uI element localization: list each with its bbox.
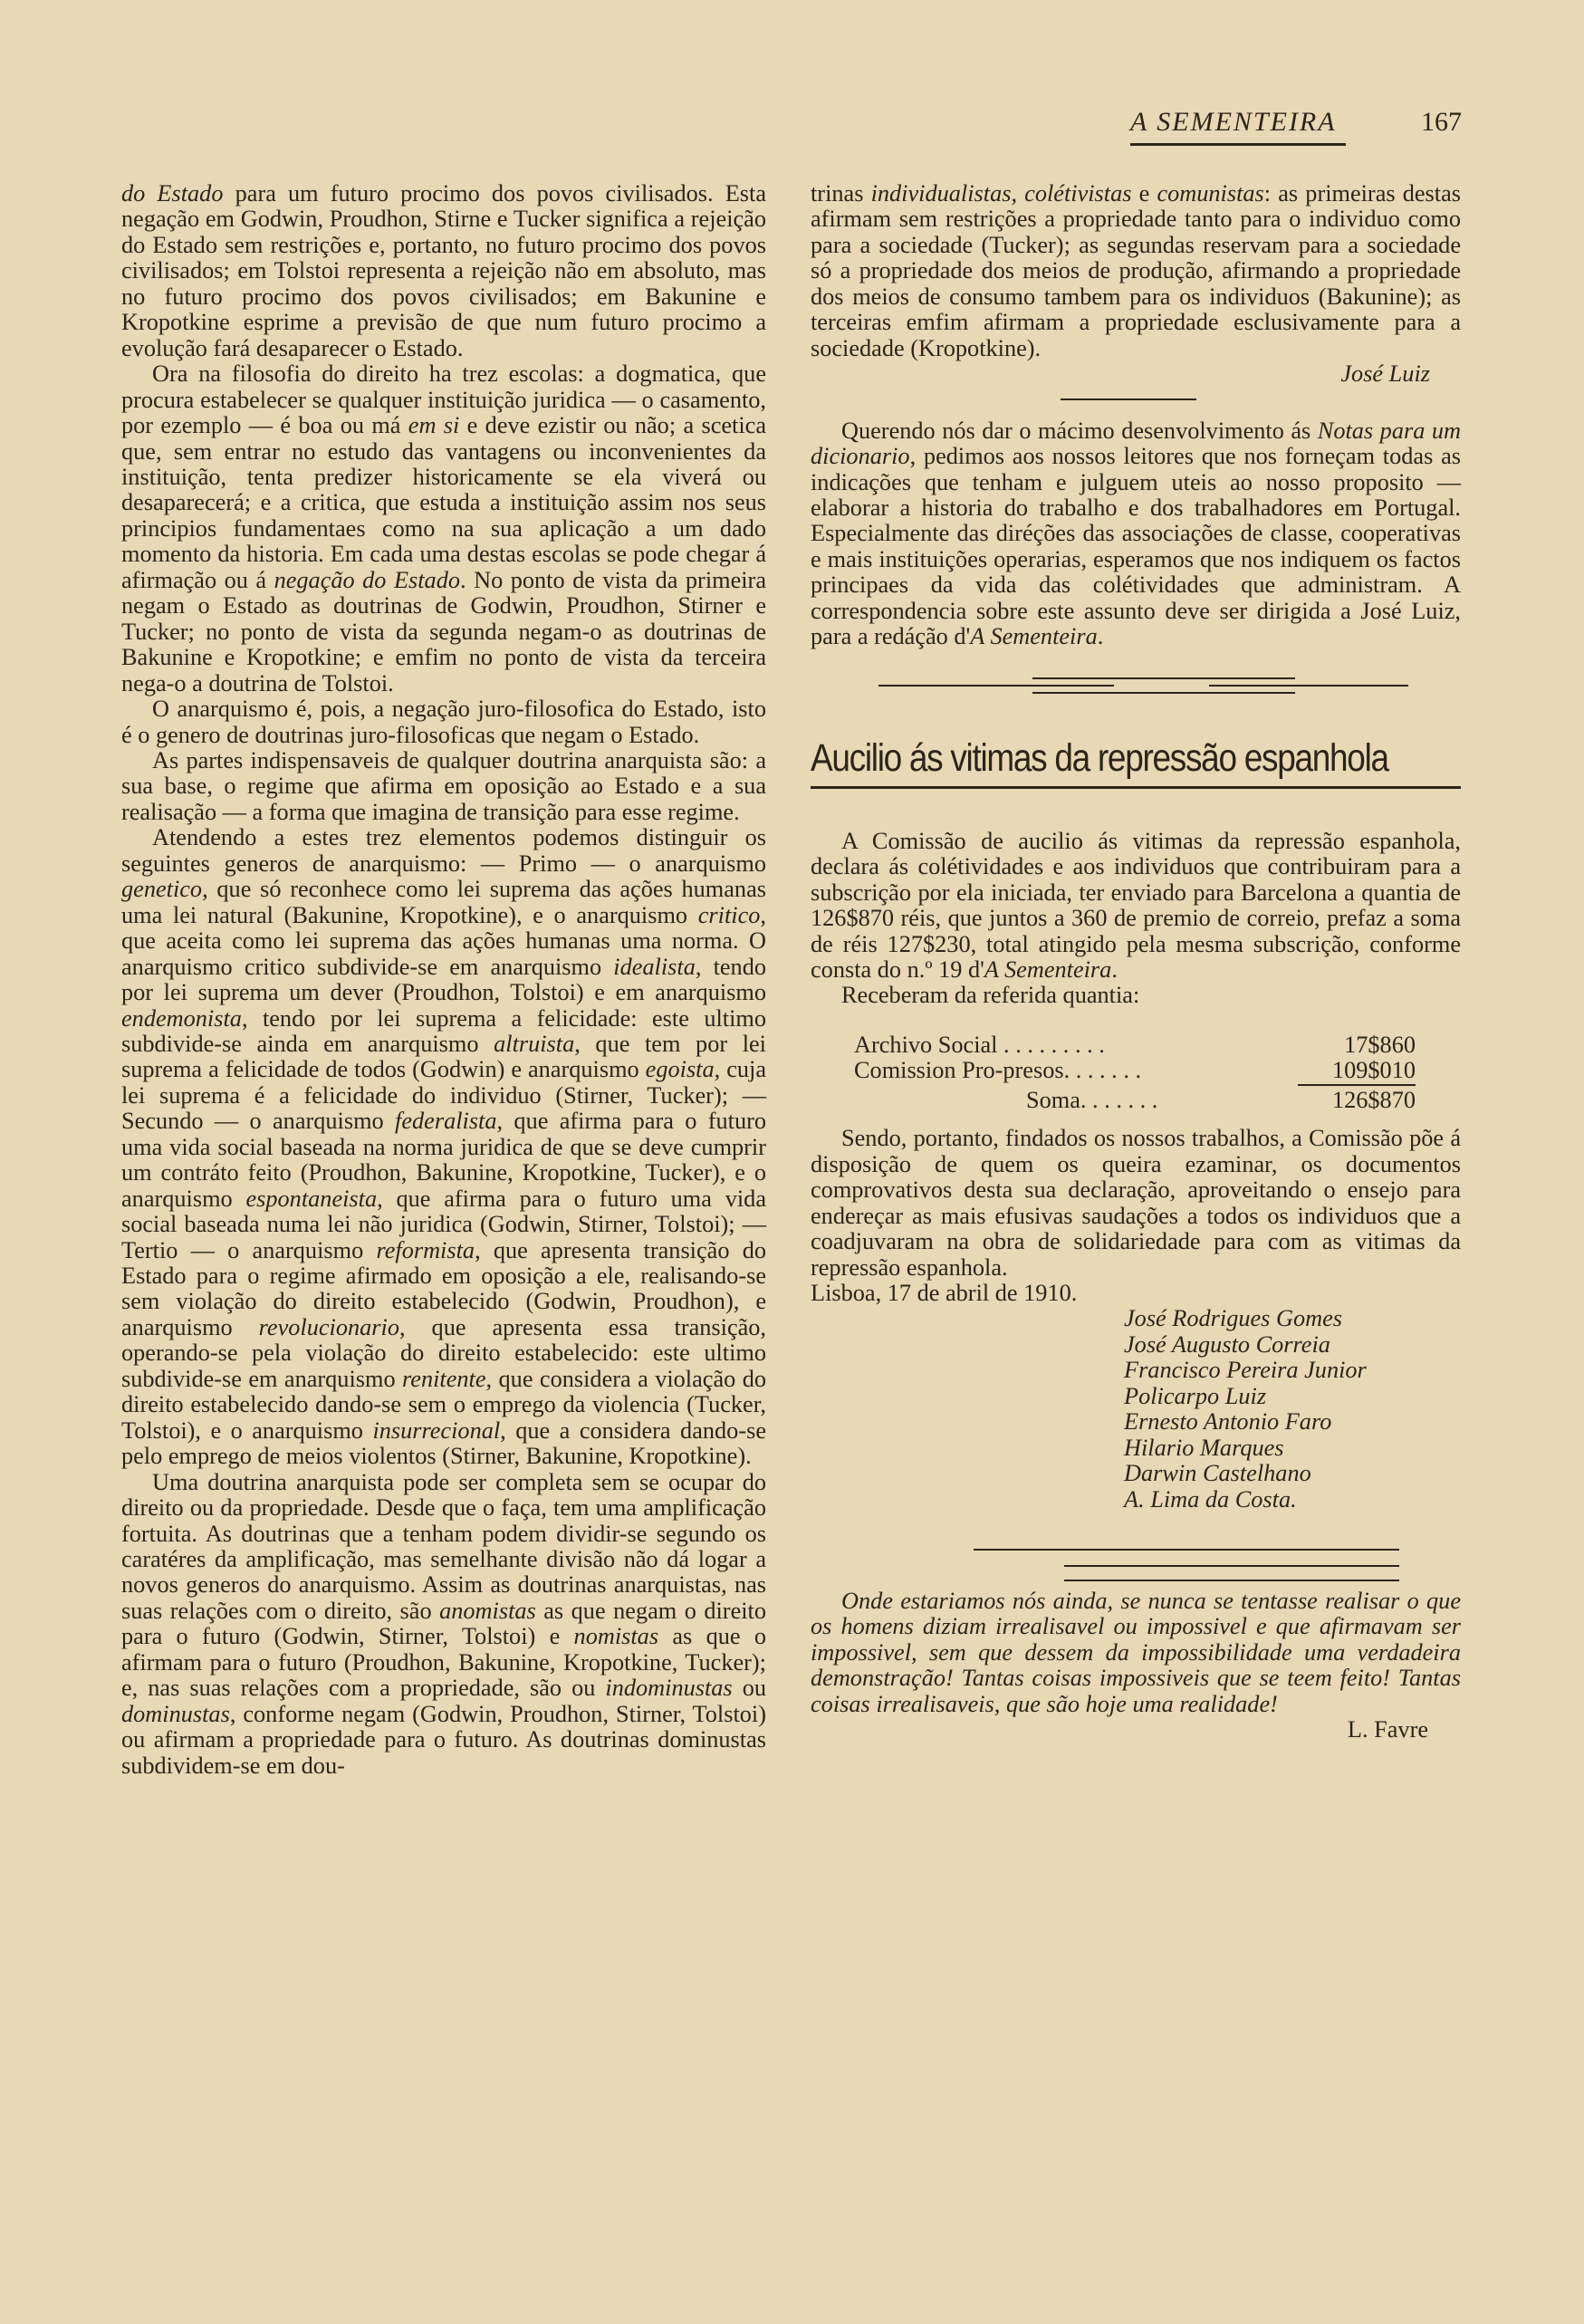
essay-paragraph: do Estado para um futuro procimo dos povos civilisados. Esta negação em Godwin, Proudhon, Stirne e Tucker significa a rejeição do Estado sem restrições e, portanto, no futuro procimo dos povos civilisados; em Tolstoi representa a rejeição não em absoluto, mas no futuro procimo dos povos civilisados; em Bakunine e Kropotkine esprime a previsão de que num futuro procimo a evolução fará desaparecer o Estado.	[121, 180, 766, 361]
account-label: Archivo Social . . . . . . . . .	[854, 1031, 1105, 1058]
signatory-name: Ernesto Antonio Faro	[1124, 1408, 1332, 1436]
ornamental-divider	[811, 677, 1461, 701]
running-header	[978, 107, 1485, 145]
accounts-table	[854, 1032, 1416, 1113]
account-row	[854, 1032, 1416, 1058]
essay-paragraph: Atendendo a estes trez elementos podemos distinguir os seguintes generos de anarquismo: — Primo — o anarquismo genetico, que só reconhece como lei suprema das ações humanas uma lei natural (Bakunine, Kropotkine), e o anarquismo critico, que aceita como lei suprema das ações humanas uma norma. O anarquismo critico subdivide-se em anarquismo idealista, tendo por lei suprema um dever (Proudhon, Tolstoi) e em anarquismo endemonista, tendo por lei suprema a felicidade: este ultimo subdivide-se ainda em anarquismo altruista, que tem por lei suprema a felicidade de todos (Godwin) e anarquismo egoista, cuja lei suprema é a felicidade do individuo (Stirner, Tucker); — Secundo — o anarquismo federalista, que afirma para o futuro uma vida social baseada na norma juridica de que se deve cumprir um contráto feito (Proudhon, Bakunine, Kropotkine, Tucker), e o anarquismo espontaneista, que afirma para o futuro uma vida social baseada numa lei não juridica (Godwin, Stirner, Tolstoi); — Tertio — o anarquismo reformista, que apresenta transição do Estado para o regime afirmado em oposição a ele, realisando-se sem violação do direito estabelecido (Godwin, Proudhon), e anarquismo revolucionario, que apresenta essa transição, operando-se pela violação do direito estabelecido: este ultimo subdivide-se em anarquismo renitente, que considera a violação do direito estabelecido dando-se sem o emprego da violencia (Tucker, Tolstoi), e o anarquismo insurrecional, que a considera dando-se pelo emprego de meios violentos (Stirner, Bakunine, Kropotkine).	[121, 824, 767, 1470]
account-total-row	[854, 1088, 1416, 1113]
account-amount: 109$010	[1298, 1058, 1416, 1085]
left-column	[121, 181, 766, 1779]
article-headline: Aucilio ás vitimas da repressão espanhola	[811, 735, 1388, 780]
signatories-list	[1124, 1306, 1461, 1513]
account-label: Comission Pro-presos. . . . . . .	[854, 1057, 1142, 1084]
signatory-name: José Rodrigues Gomes	[1124, 1305, 1343, 1332]
running-title: A SEMENTEIRA	[1130, 107, 1337, 137]
section-divider	[1061, 399, 1196, 400]
article-intro: A Comissão de aucilio ás vitimas da repressão espanhola, declara ás colétividades e aos individuos que contribuiram para a subscrição por ela iniciada, ter enviado para Barcelona a quantia de 126$870 réis, que juntos a 360 de premio de correio, prefaz a soma de réis 127$230, total atingido pela mesma subscrição, conforme consta do n.º 19 d'A Sementeira.	[811, 827, 1461, 983]
signatory-name: José Augusto Correia	[1124, 1330, 1330, 1358]
page-number: 167	[1421, 107, 1462, 137]
account-row	[854, 1058, 1416, 1085]
signatory-name: Policarpo Luiz	[1124, 1382, 1267, 1409]
essay-paragraph: Uma doutrina anarquista pode ser completa sem se ocupar do direito ou da propriedade. Desde que o faça, tem uma amplificação fortuita. As doutrinas que a tenham podem dividir-se segundo os caratéres da amplificação, mas semelhante divisão não dá logar a novos generos do anarquismo. Assim as doutrinas anarquistas, nas suas relações com o direito, são anomistas as que negam o direito para o futuro (Godwin, Stirner, Tolstoi) e nomistas as que o afirmam para o futuro (Proudhon, Bakunine, Kropotkine, Tucker); e, nas suas relações com a propriedade, são ou indominustas ou dominustas, conforme negam (Godwin, Proudhon, Stirner, Tolstoi) ou afirmam a propriedade para o futuro. As doutrinas dominustas subdividem-se em dou-	[121, 1468, 767, 1779]
essay-paragraph: As partes indispensaveis de qualquer doutrina anarquista são: a sua base, o regime que afirma em oposição ao Estado e a sua realisação — a forma que imagina de transição para esse regime.	[121, 746, 766, 825]
essay-signature: José Luiz	[1340, 360, 1430, 388]
right-column	[811, 181, 1461, 1743]
running-title-rule	[1130, 143, 1346, 146]
ornamental-divider	[811, 1543, 1461, 1589]
received-line: Receberam da referida quantia:	[841, 982, 1140, 1009]
signatory-name: Darwin Castelhano	[1124, 1460, 1311, 1487]
headline-rule	[811, 786, 1461, 789]
total-amount: 126$870	[1331, 1086, 1416, 1113]
signatory-name: A. Lima da Costa.	[1124, 1485, 1297, 1513]
date-line: Lisboa, 17 de abril de 1910.	[811, 1279, 1078, 1306]
editorial-notice: Querendo nós dar o mácimo desenvolvimento ás Notas para um dicionario, pedimos aos nossos leitores que nos forneçam todas as indicações que tenham e julguem uteis ao nosso proposito — elaborar a historia do trabalho e dos trabalhadores em Portugal. Especialmente das diréções das associações de classe, cooperativas e mais instituições operarias, esperamos que nos indiquem os factos principaes da vida das colétividades que administram. A correspondencia sobre este assunto deve ser dirigida a José Luiz, para a redáção d'A Sementeira.	[811, 417, 1461, 650]
signatory-name: Francisco Pereira Junior	[1124, 1357, 1367, 1384]
signatory-name: Hilario Marques	[1124, 1434, 1284, 1461]
total-label: Soma. . . . . . .	[1026, 1086, 1158, 1113]
article-closing: Sendo, portanto, findados os nossos trabalhos, a Comissão põe á disposição de quem os queira ezaminar, os documentos comprovativos desta sua declaração, aproveitando o ensejo para endereçar as mais efusivas saudações a todos os individuos que a coadjuvaram na obra de solidariedade para com as vitimas da repressão espanhola.	[811, 1125, 1461, 1281]
essay-paragraph: Ora na filosofia do direito ha trez escolas: a dogmatica, que procura estabelecer se qualquer instituição juridica — o casamento, por ezemplo — é boa ou má em si e deve ezistir ou não; a scetica que, sem entrar no estudo das vantagens ou inconvenientes da instituição, tenta predizer historicamente se ela viverá ou desaparecerá; e a critica, que estuda a instituição assim nos seus principios fundamentaes como na sua aplicação a um dado momento da historia. Em cada uma destas escolas se pode chegar á afirmação ou á negação do Estado. No ponto de vista da primeira negam o Estado as doutrinas de Godwin, Proudhon, Stirner e Tucker; no ponto de vista da segunda negam-o as doutrinas de Bakunine e Kropotkine; e emfim no ponto de vista da terceira nega-o a doutrina de Tolstoi.	[121, 360, 766, 696]
closing-quote: Onde estariamos nós ainda, se nunca se tentasse realisar o que os homens diziam irrealisavel ou impossivel e que afirmavam ser impossivel, sem que dessem da impossibilidade uma verdadeira demonstração! Tantas coisas impossiveis que se teem feito! Tantas coisas irrealisaveis, que são hoje uma realidade!	[811, 1588, 1461, 1717]
account-amount: 17$860	[1344, 1031, 1416, 1058]
quote-author: L. Favre	[1347, 1716, 1428, 1743]
essay-continuation: trinas individualistas, colétivistas e comunistas: as primeiras destas afirmam sem restrições a propriedade tanto para o individuo como para a sociedade (Tucker); as segundas reservam para a sociedade só a propriedade dos meios de produção, afirmando a propriedade dos meios de consumo tambem para os individuos (Bakunine); as terceiras emfim afirmam a propriedade esclusivamente para a sociedade (Kropotkine).	[811, 180, 1462, 361]
essay-paragraph: O anarquismo é, pois, a negação juro-filosofica do Estado, isto é o genero de doutrinas juro-filosoficas que negam o Estado.	[121, 696, 766, 748]
